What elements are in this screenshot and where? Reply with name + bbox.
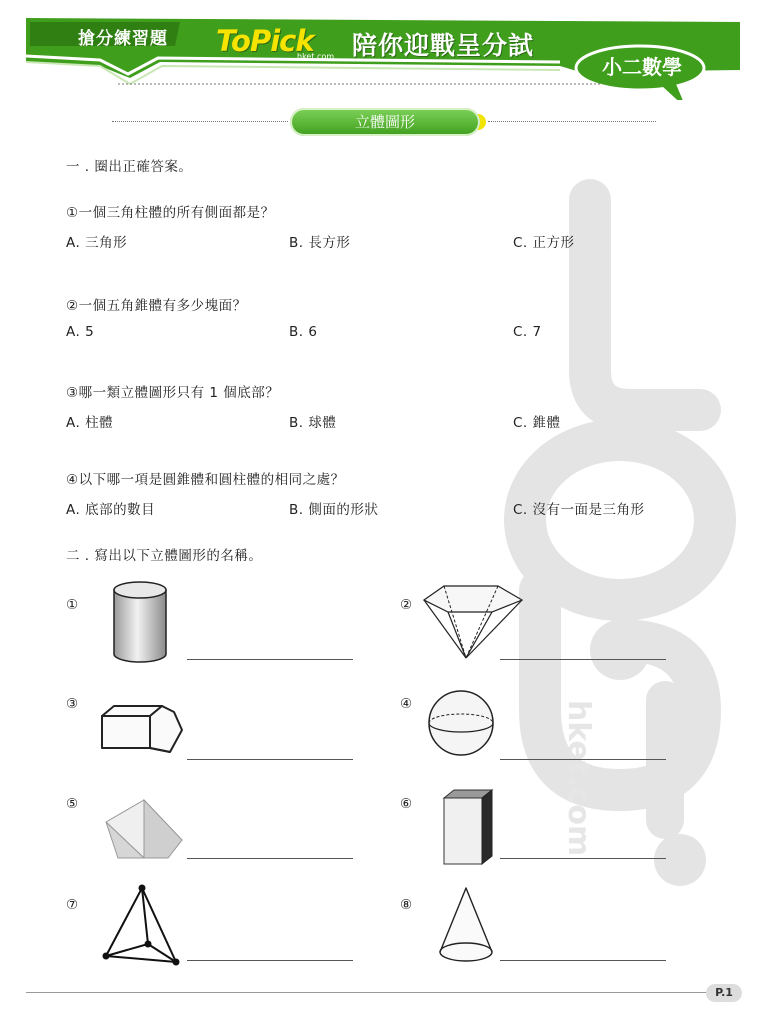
q3-option-a[interactable]: A. 柱體 xyxy=(66,415,114,431)
page-number: P.1 xyxy=(706,984,742,1002)
answer-line-5[interactable] xyxy=(187,858,353,859)
item-number-5: ⑤ xyxy=(66,796,79,812)
title-divider-left xyxy=(112,121,288,122)
answer-line-4[interactable] xyxy=(500,759,666,760)
pentagonal-prism-icon xyxy=(100,704,186,758)
q2-option-a[interactable]: A. 5 xyxy=(66,324,95,340)
answer-line-2[interactable] xyxy=(500,659,666,660)
q2-option-c[interactable]: C. 7 xyxy=(513,324,542,340)
question-2: ②一個五角錐體有多少塊面？ xyxy=(66,298,247,314)
answer-line-1[interactable] xyxy=(187,659,353,660)
part2-title: 二 . 寫出以下立體圖形的名稱。 xyxy=(66,548,263,564)
q2-option-b[interactable]: B. 6 xyxy=(289,324,318,340)
answer-line-3[interactable] xyxy=(187,759,353,760)
cone-icon xyxy=(436,886,496,966)
q3-option-b[interactable]: B. 球體 xyxy=(289,415,337,431)
cuboid-icon xyxy=(440,788,496,866)
question-1: ①一個三角柱體的所有側面都是？ xyxy=(66,205,275,221)
q4-option-c[interactable]: C. 沒有一面是三角形 xyxy=(513,502,645,518)
triangular-prism-icon xyxy=(104,796,184,860)
brand-logo: ToPick xyxy=(216,24,314,58)
q1-option-c[interactable]: C. 正方形 xyxy=(513,235,575,251)
q3-option-c[interactable]: C. 錐體 xyxy=(513,415,561,431)
brand-subtitle: hket.com xyxy=(297,52,335,61)
item-number-8: ⑧ xyxy=(400,897,413,913)
footer-divider xyxy=(26,992,706,993)
answer-line-7[interactable] xyxy=(187,960,353,961)
item-number-1: ① xyxy=(66,597,79,613)
banner-slogan: 陪你迎戰呈分試 xyxy=(352,31,535,60)
question-3: ③哪一類立體圖形只有 1 個底部？ xyxy=(66,385,280,401)
answer-line-8[interactable] xyxy=(500,960,666,961)
sphere-icon xyxy=(426,688,496,758)
item-number-2: ② xyxy=(400,597,413,613)
item-number-3: ③ xyxy=(66,696,79,712)
watermark-logo xyxy=(480,170,760,930)
q1-option-b[interactable]: B. 長方形 xyxy=(289,235,351,251)
pentagonal-pyramid-icon xyxy=(418,582,526,662)
question-4: ④以下哪一項是圓錐體和圓柱體的相同之處？ xyxy=(66,472,345,488)
q1-option-a[interactable]: A. 三角形 xyxy=(66,235,128,251)
item-number-4: ④ xyxy=(400,696,413,712)
watermark-site: hket.com xyxy=(561,700,596,857)
section-title: 立體圖形 xyxy=(290,108,480,136)
title-divider-right xyxy=(488,121,656,122)
grade-badge: 小二數學 xyxy=(602,55,682,79)
answer-line-6[interactable] xyxy=(500,858,666,859)
banner-tag: 搶分練習題 xyxy=(78,29,168,49)
cylinder-icon xyxy=(108,578,172,666)
q4-option-a[interactable]: A. 底部的數目 xyxy=(66,502,156,518)
q4-option-b[interactable]: B. 側面的形狀 xyxy=(289,502,379,518)
item-number-7: ⑦ xyxy=(66,897,79,913)
part1-title: 一 . 圈出正確答案。 xyxy=(66,159,193,175)
item-number-6: ⑥ xyxy=(400,796,413,812)
triangular-pyramid-icon xyxy=(100,884,184,968)
